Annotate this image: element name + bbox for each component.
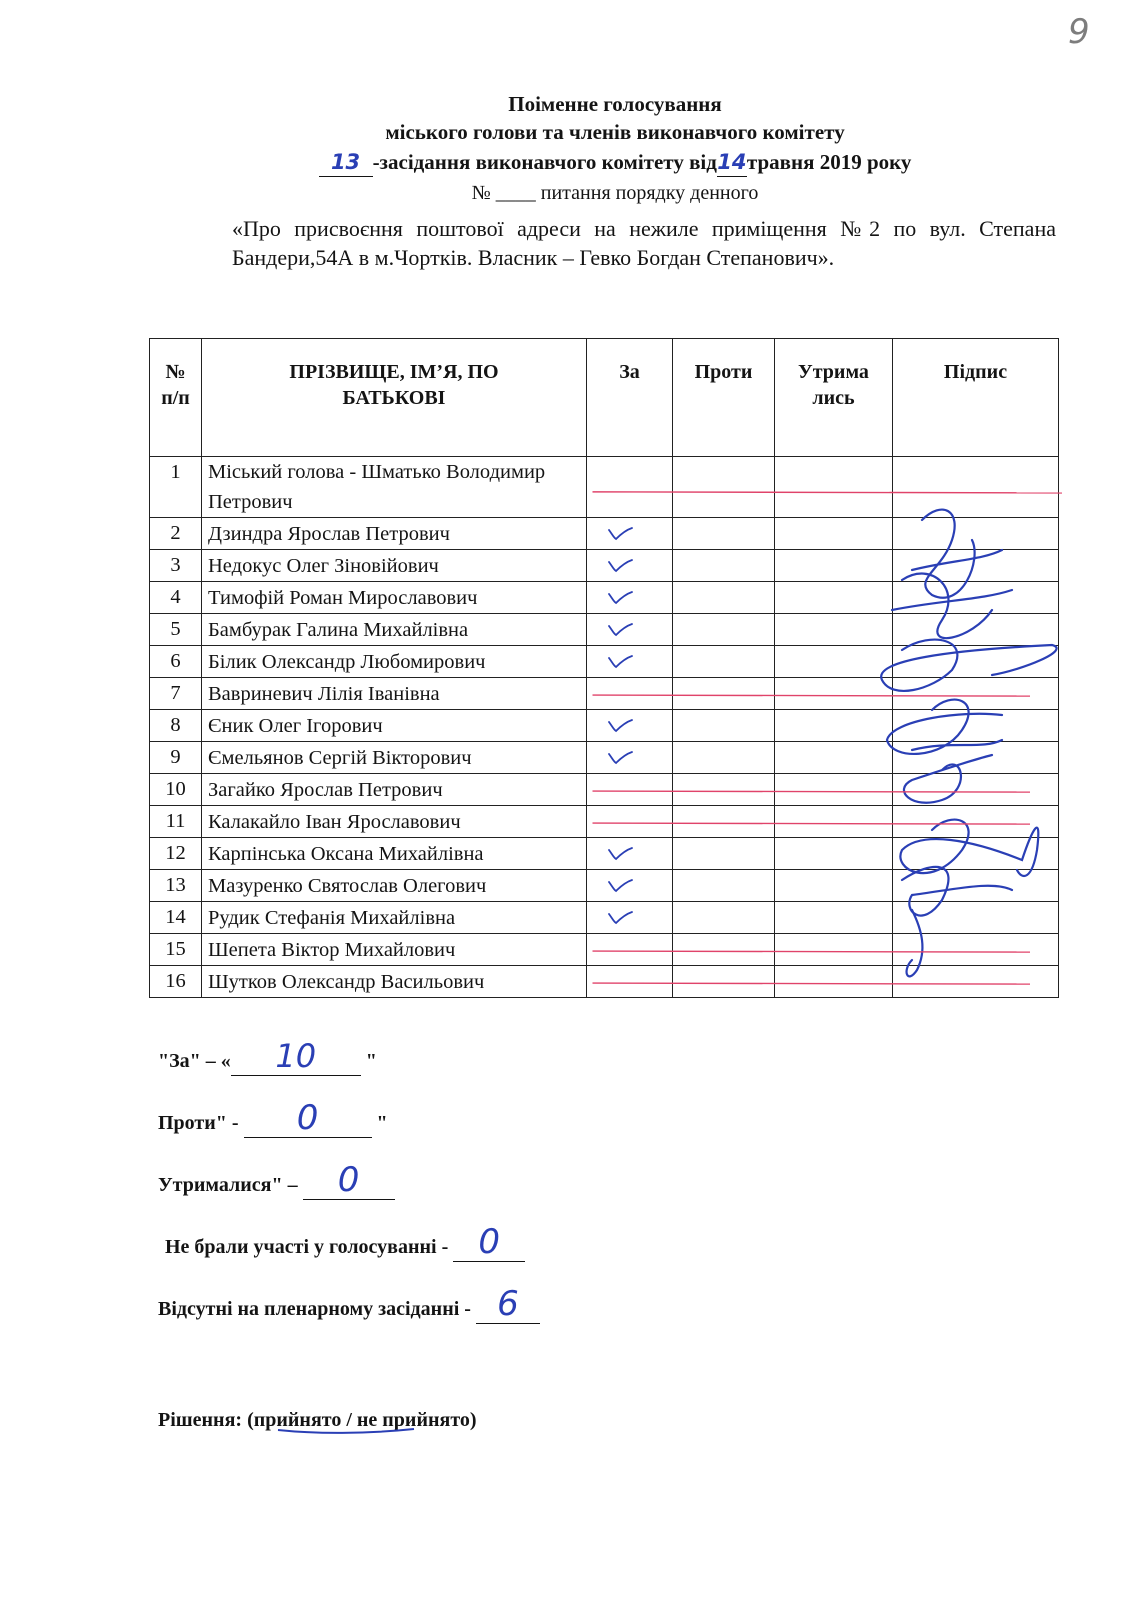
decision-underline	[276, 1426, 416, 1438]
session-text: -засідання виконавчого комітету від	[372, 150, 717, 174]
member-name: Дзиндра Ярослав Петрович	[202, 518, 587, 550]
summary-for	[158, 1037, 377, 1076]
session-day: 14	[717, 150, 747, 174]
vote-against-cell	[673, 457, 775, 518]
summary-not-voted-label: Не брали участі у голосуванні -	[165, 1236, 449, 1258]
check-mark-icon	[607, 588, 633, 606]
header-for: За	[587, 339, 673, 457]
member-name: Бамбурак Галина Михайлівна	[202, 614, 587, 646]
check-mark-icon	[607, 716, 633, 734]
vote-for-cell	[587, 934, 673, 966]
summary-absent	[158, 1284, 540, 1324]
agenda-prefix: №	[471, 182, 491, 204]
member-name: Ємельянов Сергій Вікторович	[202, 742, 587, 774]
summary-absent-label: Відсутні на пленарному засіданні -	[158, 1298, 471, 1320]
vote-for-cell	[587, 966, 673, 998]
row-number: 3	[150, 550, 202, 582]
vote-for-cell	[587, 518, 673, 550]
subtitle: міського голови та членів виконавчого комітету	[385, 120, 845, 144]
vote-for-cell	[587, 870, 673, 902]
summary-abstained-value: 0	[337, 1160, 360, 1200]
summary-against-label: Проти" -	[158, 1112, 239, 1134]
check-mark-icon	[607, 652, 633, 670]
vote-against-cell	[673, 582, 775, 614]
vote-against-cell	[673, 710, 775, 742]
session-date: травня 2019 року	[746, 150, 912, 174]
vote-for-cell	[587, 646, 673, 678]
summary-for-end: "	[365, 1050, 377, 1072]
vote-against-cell	[673, 742, 775, 774]
check-mark-icon	[607, 556, 633, 574]
summary-against-end: "	[376, 1112, 388, 1134]
vote-against-cell	[673, 614, 775, 646]
summary-not-voted	[165, 1222, 525, 1262]
member-name: Карпінська Оксана Михайлівна	[202, 838, 587, 870]
row-number: 10	[150, 774, 202, 806]
row-number: 8	[150, 710, 202, 742]
vote-for-cell	[587, 710, 673, 742]
vote-against-cell	[673, 774, 775, 806]
member-name: Єник Олег Ігорович	[202, 710, 587, 742]
header-abstained: Утрима лись	[775, 339, 893, 457]
member-name: Недокус Олег Зіновійович	[202, 550, 587, 582]
member-name: Загайко Ярослав Петрович	[202, 774, 587, 806]
decision-line: Рішення: (прийнято / не прийнято)	[158, 1409, 477, 1431]
vote-for-cell	[587, 742, 673, 774]
row-number: 7	[150, 678, 202, 710]
row-number: 15	[150, 934, 202, 966]
check-mark-icon	[607, 748, 633, 766]
row-number: 4	[150, 582, 202, 614]
summary-against	[158, 1098, 388, 1138]
member-name: Рудик Стефанія Михайлівна	[202, 902, 587, 934]
summary-against-value: 0	[296, 1098, 319, 1138]
summary-not-voted-value: 0	[478, 1222, 501, 1262]
title: Поіменне голосування	[508, 92, 722, 116]
vote-for-cell	[587, 678, 673, 710]
row-number: 11	[150, 806, 202, 838]
row-number: 5	[150, 614, 202, 646]
vote-for-cell	[587, 457, 673, 518]
vote-against-cell	[673, 646, 775, 678]
page-number: 9	[1068, 12, 1090, 52]
summary-abstained-label: Утрималися" –	[158, 1174, 298, 1196]
check-mark-icon	[607, 844, 633, 862]
agenda-blank: ____	[495, 182, 536, 204]
vote-for-cell	[587, 774, 673, 806]
row-number: 14	[150, 902, 202, 934]
check-mark-icon	[607, 620, 633, 638]
member-name: Тимофій Роман Мирославович	[202, 582, 587, 614]
member-name: Шепета Віктор Михайлович	[202, 934, 587, 966]
member-name: Мазуренко Святослав Олегович	[202, 870, 587, 902]
vote-against-cell	[673, 934, 775, 966]
summary-absent-value: 6	[497, 1284, 519, 1324]
check-mark-icon	[607, 876, 633, 894]
vote-against-cell	[673, 838, 775, 870]
vote-for-cell	[587, 550, 673, 582]
question-text: «Про присвоєння поштової адреси на нежиле приміщення №2 по вул. Степана Бандери,54А в м.Чортків. Власник – Гевко Богдан Степанович».	[232, 216, 1056, 270]
vote-against-cell	[673, 902, 775, 934]
vote-against-cell	[673, 518, 775, 550]
signatures-image	[872, 500, 1112, 990]
vote-for-cell	[587, 614, 673, 646]
vote-for-cell	[587, 806, 673, 838]
member-name: Шутков Олександр Васильович	[202, 966, 587, 998]
session-number: 13	[330, 150, 361, 174]
agenda-line	[150, 180, 1080, 206]
check-mark-icon	[607, 524, 633, 542]
vote-against-cell	[673, 550, 775, 582]
vote-for-cell	[587, 838, 673, 870]
vote-against-cell	[673, 806, 775, 838]
member-name: Калакайло Іван Ярославович	[202, 806, 587, 838]
session-line	[150, 148, 1080, 177]
row-number: 9	[150, 742, 202, 774]
row-number: 6	[150, 646, 202, 678]
summary-abstained	[158, 1160, 395, 1200]
row-number: 1	[150, 457, 202, 518]
vote-for-cell	[587, 902, 673, 934]
header-against: Проти	[673, 339, 775, 457]
member-name: Білик Олександр Любомирович	[202, 646, 587, 678]
row-number: 12	[150, 838, 202, 870]
check-mark-icon	[607, 908, 633, 926]
table-header-row	[150, 339, 1059, 457]
row-number: 13	[150, 870, 202, 902]
row-number: 2	[150, 518, 202, 550]
vote-against-cell	[673, 870, 775, 902]
agenda-suffix: питання порядку денного	[540, 182, 759, 204]
vote-against-cell	[673, 966, 775, 998]
header-num: № п/п	[150, 339, 202, 457]
summary-for-label: "За" – «	[158, 1050, 231, 1072]
vote-against-cell	[673, 678, 775, 710]
header-signature: Підпис	[893, 339, 1059, 457]
member-name: Вавриневич Лілія Іванівна	[202, 678, 587, 710]
row-number: 16	[150, 966, 202, 998]
vote-for-cell	[587, 582, 673, 614]
member-name: Міський голова - Шматько Володимир Петрович	[202, 457, 587, 518]
summary-for-value: 10	[275, 1037, 317, 1075]
header-name: ПРІЗВИЩЕ, ІМ’Я, ПО БАТЬКОВІ	[202, 339, 587, 457]
